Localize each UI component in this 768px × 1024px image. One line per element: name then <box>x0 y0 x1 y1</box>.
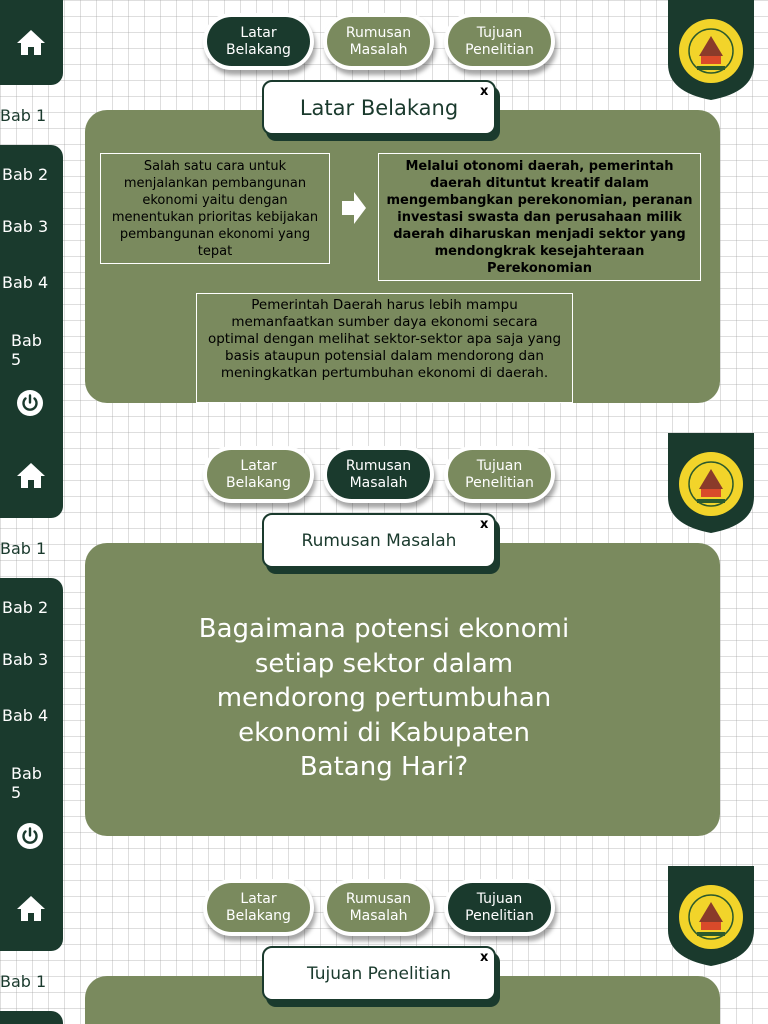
sidebar-nav-panel <box>0 578 63 866</box>
nav-tujuan-penelitian-button[interactable]: Tujuan Penelitian <box>448 17 551 66</box>
nav-rumusan-masalah-button[interactable]: Rumusan Masalah <box>327 450 430 499</box>
sidebar-item-bab-4[interactable]: Bab 4 <box>2 273 49 292</box>
close-button[interactable]: x <box>480 517 489 532</box>
sidebar-item-bab-1[interactable]: Bab 1 <box>0 539 47 558</box>
sidebar-item-bab-5[interactable]: Bab 5 <box>11 764 42 802</box>
close-button[interactable]: x <box>480 950 489 965</box>
institution-logo <box>668 0 754 100</box>
sidebar-nav-panel <box>0 1011 63 1024</box>
sidebar-item-bab-3[interactable]: Bab 3 <box>2 217 49 236</box>
institution-logo <box>668 433 754 533</box>
sidebar-item-bab-5[interactable]: Bab 5 <box>11 331 42 369</box>
sidebar-item-bab-3[interactable]: Bab 3 <box>2 650 49 669</box>
nav-rumusan-masalah-button[interactable]: Rumusan Masalah <box>327 17 430 66</box>
right-text-box: Melalui otonomi daerah, pemerintah daerah dituntut kreatif dalam mengembangkan perekonomian, peranan investasi swasta dan perusahaan milik daerah diharuskan menjadi sektor yang mendongkrak kesejahteraan Perekonomian <box>378 153 701 281</box>
close-button[interactable]: x <box>480 84 489 99</box>
slide-tujuan-penelitian <box>0 866 768 1024</box>
nav-latar-belakang-button[interactable]: Latar Belakang <box>207 17 310 66</box>
slide-latar-belakang <box>0 0 768 433</box>
power-icon[interactable] <box>16 822 44 850</box>
arrow-right-icon <box>341 190 367 226</box>
home-icon[interactable] <box>15 894 47 922</box>
nav-rumusan-masalah-button[interactable]: Rumusan Masalah <box>327 883 430 932</box>
research-question: Bagaimana potensi ekonomi setiap sektor dalam mendorong pertumbuhan ekonomi di Kabupaten Batang Hari? <box>198 614 570 782</box>
sidebar-item-bab-1[interactable]: Bab 1 <box>0 106 47 125</box>
section-title: Tujuan Penelitian <box>262 946 496 1001</box>
sidebar-home-panel <box>0 433 63 518</box>
sidebar-item-bab-4[interactable]: Bab 4 <box>2 706 49 725</box>
section-title: Latar Belakang <box>262 80 496 135</box>
sidebar-nav-panel <box>0 145 63 433</box>
left-text-box: Salah satu cara untuk menjalankan pembangunan ekonomi yaitu dengan menentukan prioritas kebijakan pembangunan ekonomi yang tepat <box>100 153 330 264</box>
nav-tujuan-penelitian-button[interactable]: Tujuan Penelitian <box>448 883 551 932</box>
sidebar-home-panel <box>0 866 63 951</box>
sidebar-home-panel <box>0 0 63 85</box>
power-icon[interactable] <box>16 389 44 417</box>
sidebar-item-bab-2[interactable]: Bab 2 <box>2 165 49 184</box>
home-icon[interactable] <box>15 28 47 56</box>
institution-logo <box>668 866 754 966</box>
bottom-text-box: Pemerintah Daerah harus lebih mampu memanfaatkan sumber daya ekonomi secara optimal dengan melihat sektor-sektor apa saja yang basis ataupun potensial dalam mendorong dan meningkatkan pertumbuhan ekonomi di daerah. <box>196 293 573 403</box>
nav-latar-belakang-button[interactable]: Latar Belakang <box>207 883 310 932</box>
home-icon[interactable] <box>15 461 47 489</box>
nav-latar-belakang-button[interactable]: Latar Belakang <box>207 450 310 499</box>
sidebar-item-bab-2[interactable]: Bab 2 <box>2 598 49 617</box>
section-title: Rumusan Masalah <box>262 513 496 568</box>
sidebar-item-bab-1[interactable]: Bab 1 <box>0 972 47 991</box>
nav-tujuan-penelitian-button[interactable]: Tujuan Penelitian <box>448 450 551 499</box>
